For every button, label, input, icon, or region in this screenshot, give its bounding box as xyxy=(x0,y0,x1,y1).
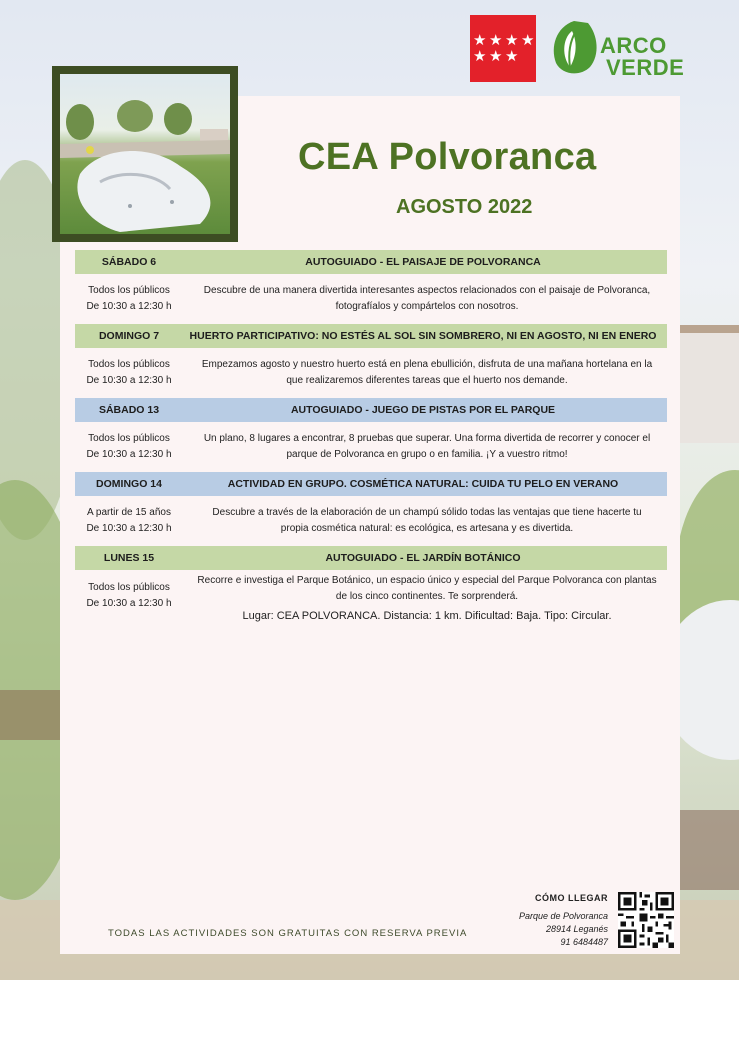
how-to-arrive-title: CÓMO LLEGAR xyxy=(535,893,608,903)
activity-detail-row xyxy=(75,348,667,398)
activity-description xyxy=(183,283,667,315)
free-activities-note: TODAS LAS ACTIVIDADES SON GRATUITAS CON RESERVA PREVIA xyxy=(108,928,468,939)
activity-time: De 10:30 a 12:30 h xyxy=(86,301,172,312)
activity-header-row xyxy=(75,324,667,348)
activity-header-row xyxy=(75,398,667,422)
activity-audience-block xyxy=(75,283,183,315)
activity-description-line: Un plano, 8 lugares a encontrar, 8 pruebas que superar. Una forma divertida de recorrer y conocer el xyxy=(203,433,651,444)
activity-description xyxy=(183,573,667,605)
activity-day: LUNES 15 xyxy=(103,552,155,564)
address-line: 28914 Leganés xyxy=(545,924,608,934)
background-building-right xyxy=(680,325,739,443)
activity-description xyxy=(183,505,667,537)
activity-description-line: de los cinco continentes. Te sorprenderá. xyxy=(335,591,519,602)
activity-description xyxy=(183,357,667,389)
activity-description-line: propia cosmética natural: es ecológica, es artesana y es divertida. xyxy=(280,523,574,534)
page-title: CEA Polvoranca xyxy=(298,136,597,178)
logo-line-2: VERDE xyxy=(606,55,685,80)
activity-detail-row xyxy=(75,570,667,608)
address-line: Parque de Polvoranca xyxy=(518,911,608,921)
activity-description-line: parque de Polvoranca en grupo o en familia. ¡Y a vuestro ritmo! xyxy=(286,449,568,460)
activity-audience-block xyxy=(75,566,183,612)
activity-audience-block xyxy=(75,431,183,463)
activity-title: AUTOGUIADO - EL JARDÍN BOTÁNICO xyxy=(325,552,521,564)
activity-description-line: Descubre a través de la elaboración de un champú sólido todas las ventajas que tiene hacerte tu xyxy=(212,507,642,518)
qr-code-icon[interactable] xyxy=(618,892,674,948)
activity-description xyxy=(183,431,667,463)
activity-description-line: fotografíalos y compártelos con nosotros. xyxy=(335,301,519,312)
activity-description-line: que realizaremos diferentes tareas que el huerto nos demande. xyxy=(286,375,568,386)
activity-detail-row xyxy=(75,422,667,472)
how-to-arrive xyxy=(496,892,608,949)
logo-text xyxy=(600,35,684,79)
phone-number: 91 6484487 xyxy=(560,937,608,947)
activity-time: De 10:30 a 12:30 h xyxy=(86,598,172,609)
activity-audience: Todos los públicos xyxy=(88,433,170,444)
activity-time: De 10:30 a 12:30 h xyxy=(86,449,172,460)
activity-audience-block xyxy=(75,357,183,389)
arco-verde-leaf-icon xyxy=(548,17,600,79)
arco-verde-logo xyxy=(548,15,685,85)
month-subtitle: AGOSTO 2022 xyxy=(396,196,533,218)
activity-day: DOMINGO 14 xyxy=(96,478,162,490)
activity-time: De 10:30 a 12:30 h xyxy=(86,523,172,534)
location-info: Lugar: CEA POLVORANCA. Distancia: 1 km. Dificultad: Baja. Tipo: Circular. xyxy=(242,610,612,622)
park-photo-frame xyxy=(52,66,238,242)
activity-detail-row xyxy=(75,274,667,324)
activity-title: AUTOGUIADO - EL PAISAJE DE POLVORANCA xyxy=(305,256,541,268)
activity-audience: A partir de 15 años xyxy=(87,507,171,518)
activity-title: ACTIVIDAD EN GRUPO. COSMÉTICA NATURAL: CUIDA TU PELO EN VERANO xyxy=(227,478,619,490)
logo-line-1: ARCO xyxy=(600,33,667,58)
activity-audience: Todos los públicos xyxy=(88,582,170,593)
activity-description-line: Recorre e investiga el Parque Botánico, un espacio único y especial del Parque Polvoranca con plantas xyxy=(197,575,657,586)
activity-description-line: Descubre de una manera divertida interesantes aspectos relacionados con el paisaje de Polvoranca, xyxy=(203,285,651,296)
activity-description-line: Empezamos agosto y nuestro huerto está en plena ebullición, disfruta de una mañana hortelana en la xyxy=(201,359,653,370)
activity-header-row xyxy=(75,250,667,274)
activity-title: AUTOGUIADO - JUEGO DE PISTAS POR EL PARQUE xyxy=(290,404,556,416)
madrid-flag-icon: ★ ★ ★ ★ ★ ★ ★ xyxy=(470,15,536,82)
activity-day: SÁBADO 13 xyxy=(98,404,160,416)
activity-audience: Todos los públicos xyxy=(88,359,170,370)
activity-time: De 10:30 a 12:30 h xyxy=(86,375,172,386)
activity-header-row xyxy=(75,472,667,496)
park-photo xyxy=(60,74,230,234)
activity-day: DOMINGO 7 xyxy=(98,330,160,342)
activity-audience-block xyxy=(75,505,183,537)
activity-schedule xyxy=(75,250,667,624)
activity-day: SÁBADO 6 xyxy=(101,256,157,268)
background-fence-right xyxy=(680,810,739,890)
activity-title: HUERTO PARTICIPATIVO: NO ESTÉS AL SOL SIN SOMBRERO, NI EN AGOSTO, NI EN ENERO xyxy=(189,330,657,342)
activity-audience: Todos los públicos xyxy=(88,285,170,296)
activity-detail-row xyxy=(75,496,667,546)
park-illustration xyxy=(60,74,230,234)
